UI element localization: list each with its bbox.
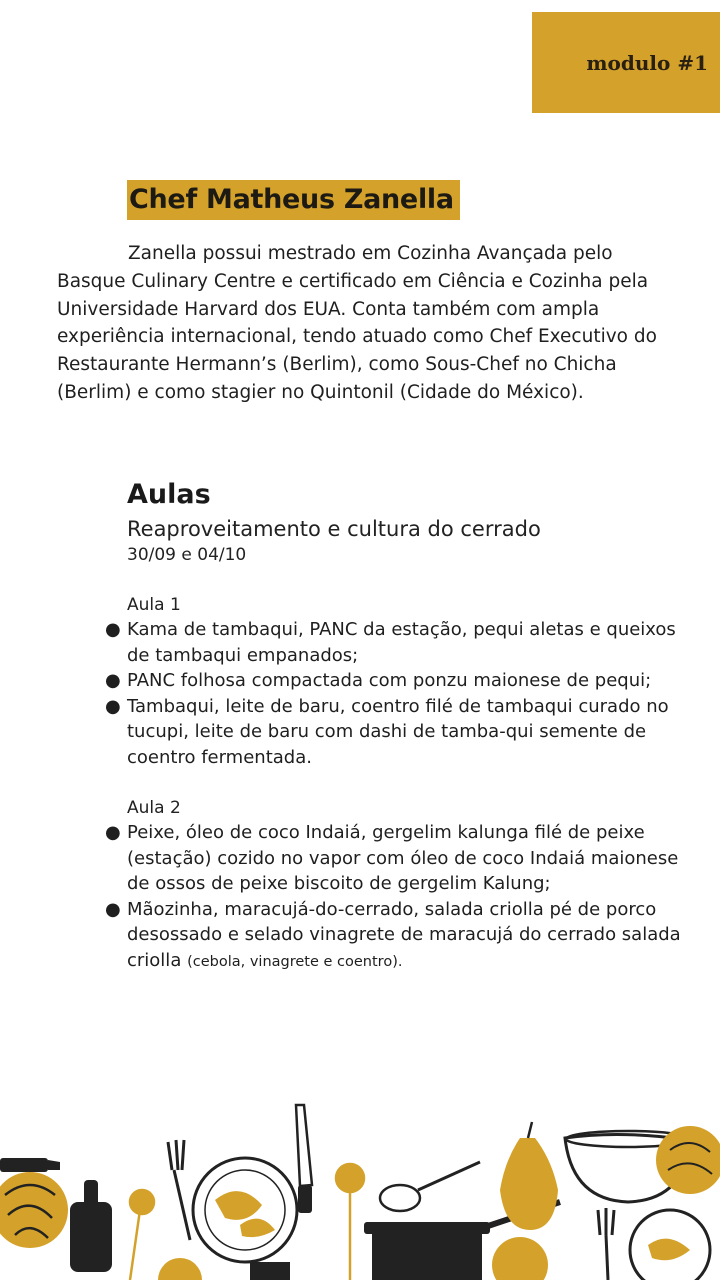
bullet-icon: ● (105, 695, 121, 717)
fork-right-icon (598, 1208, 614, 1280)
spoon-icon (380, 1162, 480, 1211)
chef-name: Chef Matheus Zanella (127, 180, 460, 220)
list-item (105, 668, 687, 694)
fork-icon (168, 1140, 190, 1240)
pear-icon (500, 1122, 558, 1230)
bullet-icon: ● (105, 898, 121, 920)
bullet-icon: ● (105, 619, 121, 640)
table-knife-icon (296, 1105, 312, 1213)
flower-left-icon (0, 1172, 68, 1248)
lesson-title: Aula 1 (127, 595, 181, 615)
plate-right-icon (630, 1210, 710, 1280)
lesson-items (105, 820, 707, 975)
bullet-icon: ● (105, 822, 121, 843)
plate-icon (193, 1158, 297, 1262)
vegetable-icon (158, 1258, 202, 1280)
list-item-text: Mãozinha, maracujá-do-cerrado, salada criolla pé de porco desossado e selado vinagrete de maracujá do cerrado salada criolla (127, 898, 681, 971)
lesson-2 (105, 796, 707, 975)
aulas-section (105, 478, 707, 975)
aulas-title: Aulas (127, 479, 211, 510)
chef-bio-text: Zanella possui mestrado em Cozinha Avançada pelo Basque Culinary Centre e certificado em Ciência e Cozinha pela Universidade Harvard dos EUA. Conta também com ampla experiência internacional, tendo atuado como Chef Executivo do Restaurante Hermann’s (Berlim), como Sous-Chef no Chicha (Berlim) e como stagier no Quintonil (Cidade do México). (57, 243, 657, 403)
list-item (105, 897, 687, 976)
lesson-title: Aula 2 (127, 798, 181, 818)
kitchen-utensils-illustration-icon (0, 1090, 720, 1280)
cutting-board-icon (70, 1180, 112, 1272)
module-label: modulo #1 (586, 50, 708, 75)
aulas-dates: 30/09 e 04/10 (127, 545, 247, 565)
list-item (105, 820, 687, 897)
lesson-1 (105, 593, 707, 770)
list-item (105, 694, 687, 771)
lesson-items (105, 617, 707, 770)
module-tab (532, 12, 720, 113)
bullet-icon: ● (105, 670, 121, 691)
board-icon (250, 1262, 290, 1280)
list-item-text: Kama de tambaqui, PANC da estação, pequi aletas e queixos de tambaqui empanados; (127, 619, 676, 666)
aulas-subtitle: Reaproveitamento e cultura do cerrado (127, 517, 541, 541)
list-item-text: Peixe, óleo de coco Indaiá, gergelim kalunga filé de peixe (estação) cozido no vapor com óleo de coco Indaiá maionese de ossos de peixe biscoito de gergelim Kalung; (127, 822, 679, 894)
list-item-note: (cebola, vinagrete e coentro). (187, 953, 403, 970)
knife-icon (0, 1158, 60, 1172)
chef-bio (57, 240, 657, 407)
list-item-text: PANC folhosa compactada com ponzu maionese de pequi; (127, 670, 652, 691)
list-item-text: Tambaqui, leite de baru, coentro filé de tambaqui curado no tucupi, leite de baru com dashi de tamba-qui semente de coentro fermentada. (127, 695, 669, 768)
vegetable-icon (492, 1237, 548, 1280)
list-item (105, 617, 687, 668)
